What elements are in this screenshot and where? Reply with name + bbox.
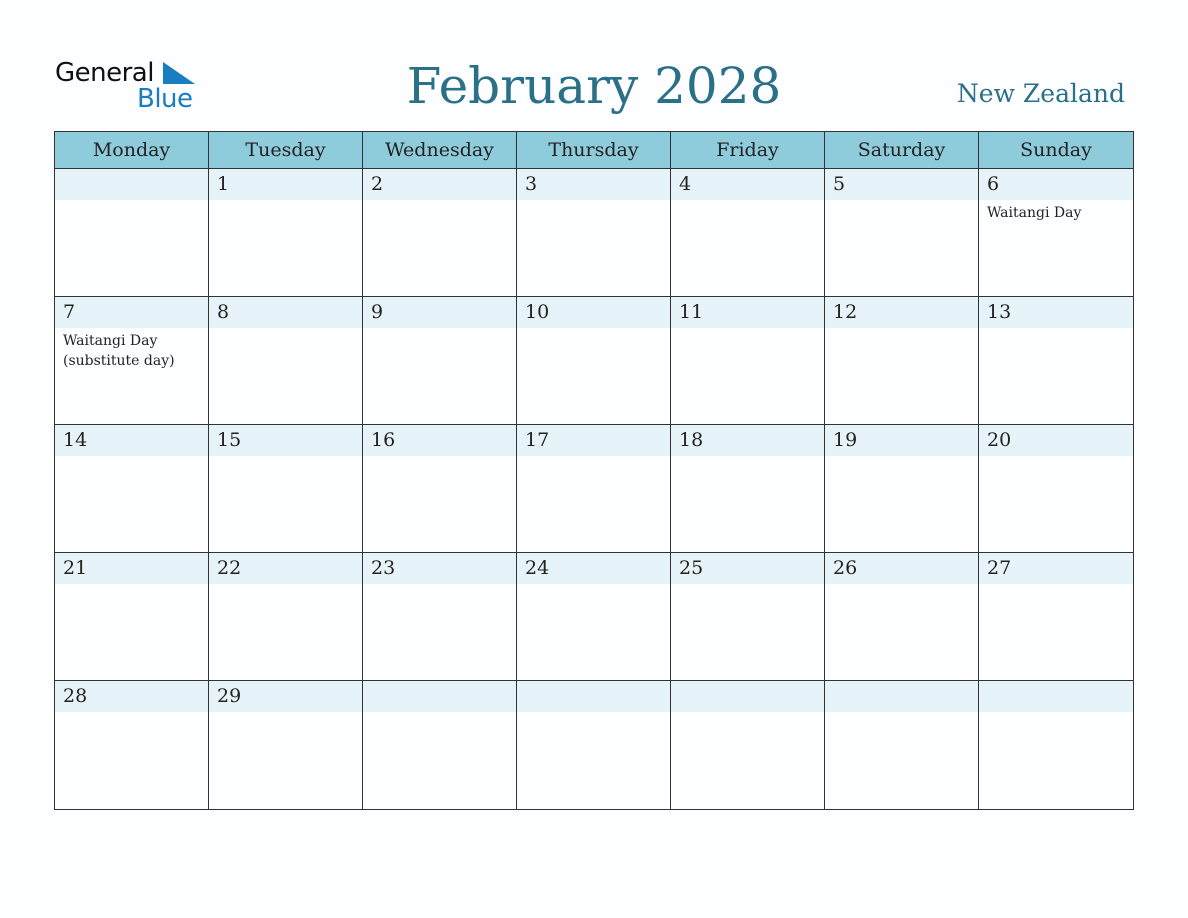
day-number: 28 — [63, 685, 88, 707]
day-cell — [517, 681, 671, 809]
day-cell — [979, 169, 1133, 297]
logo-blue-text: Blue — [137, 84, 193, 114]
weekday-header: Thursday — [517, 132, 671, 169]
day-cell — [825, 553, 979, 681]
day-cell — [209, 553, 363, 681]
day-cell — [55, 425, 209, 553]
day-number: 5 — [833, 173, 846, 195]
day-cell — [671, 553, 825, 681]
day-cell — [363, 425, 517, 553]
weekday-header: Friday — [671, 132, 825, 169]
day-number: 2 — [371, 173, 384, 195]
day-cell — [517, 297, 671, 425]
day-cell — [825, 681, 979, 809]
day-number: 23 — [371, 557, 396, 579]
day-number: 7 — [63, 301, 76, 323]
day-cell — [517, 169, 671, 297]
calendar-grid — [54, 131, 1134, 810]
day-number: 14 — [63, 429, 88, 451]
holiday-label: Waitangi Day — [987, 205, 1082, 221]
day-cell — [671, 297, 825, 425]
day-number: 8 — [217, 301, 230, 323]
day-cell — [979, 553, 1133, 681]
day-number: 10 — [525, 301, 550, 323]
weekday-header: Sunday — [979, 132, 1133, 169]
logo-general-text: General — [55, 58, 154, 88]
day-number: 6 — [987, 173, 1000, 195]
day-cell — [979, 425, 1133, 553]
day-number: 19 — [833, 429, 858, 451]
day-cell — [671, 681, 825, 809]
day-cell — [825, 169, 979, 297]
day-number: 25 — [679, 557, 704, 579]
day-number: 13 — [987, 301, 1012, 323]
day-number: 21 — [63, 557, 88, 579]
day-number: 11 — [679, 301, 704, 323]
country-label: New Zealand — [956, 79, 1125, 108]
day-cell — [363, 681, 517, 809]
day-number: 12 — [833, 301, 858, 323]
day-cell — [209, 681, 363, 809]
day-number: 9 — [371, 301, 384, 323]
day-cell — [979, 681, 1133, 809]
day-number: 17 — [525, 429, 550, 451]
day-cell — [979, 297, 1133, 425]
weekday-header: Monday — [55, 132, 209, 169]
day-number: 1 — [217, 173, 230, 195]
day-number: 16 — [371, 429, 396, 451]
day-cell — [55, 297, 209, 425]
day-number: 18 — [679, 429, 704, 451]
day-cell — [517, 425, 671, 553]
day-cell — [55, 553, 209, 681]
page-title: February 2028 — [406, 57, 782, 115]
day-cell — [825, 425, 979, 553]
weekday-header: Saturday — [825, 132, 979, 169]
day-cell — [671, 169, 825, 297]
day-cell — [825, 297, 979, 425]
day-cell — [363, 553, 517, 681]
day-cell — [55, 681, 209, 809]
day-cell — [55, 169, 209, 297]
day-number: 15 — [217, 429, 242, 451]
day-number: 22 — [217, 557, 242, 579]
day-number: 3 — [525, 173, 538, 195]
weekday-header: Wednesday — [363, 132, 517, 169]
day-cell — [517, 553, 671, 681]
day-cell — [209, 297, 363, 425]
day-number: 20 — [987, 429, 1012, 451]
day-cell — [671, 425, 825, 553]
day-number: 27 — [987, 557, 1012, 579]
day-cell — [209, 169, 363, 297]
day-number: 26 — [833, 557, 858, 579]
weekday-header: Tuesday — [209, 132, 363, 169]
holiday-label: Waitangi Day (substitute day) — [63, 333, 175, 369]
day-number: 29 — [217, 685, 242, 707]
day-cell — [363, 169, 517, 297]
day-cell — [209, 425, 363, 553]
day-number: 4 — [679, 173, 692, 195]
day-cell — [363, 297, 517, 425]
day-number: 24 — [525, 557, 550, 579]
